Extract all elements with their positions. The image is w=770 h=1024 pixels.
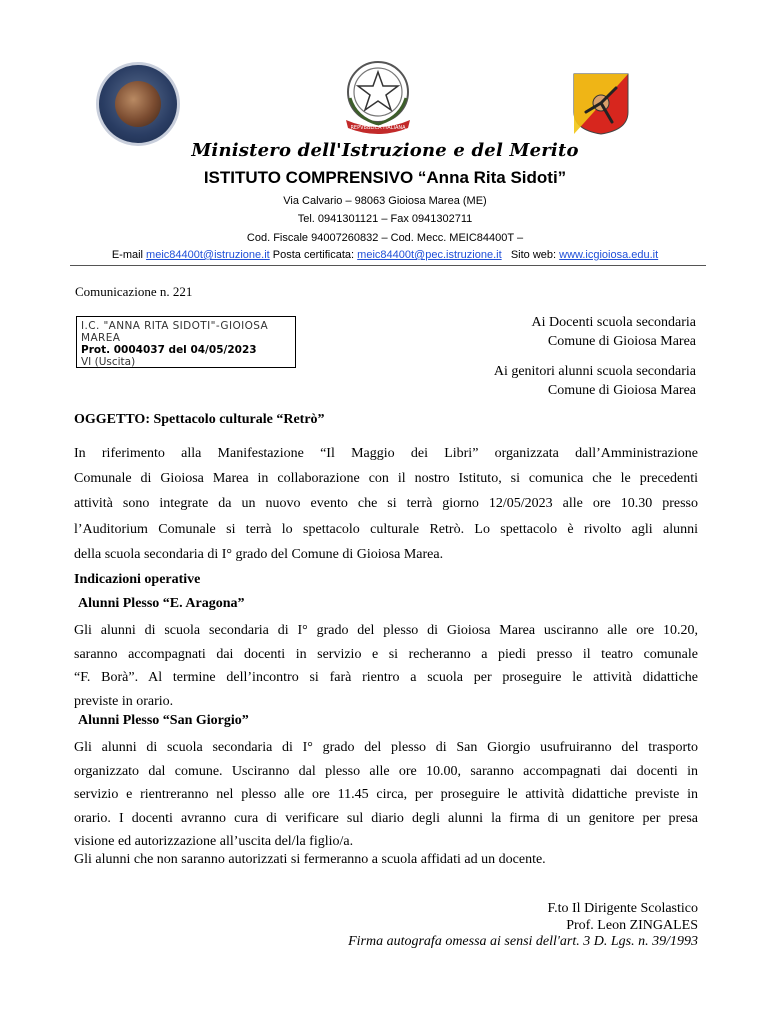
contact-line (0, 249, 770, 261)
stamp-protocol: Prot. 0004037 del 04/05/2023 (81, 344, 257, 356)
school-name: ISTITUTO COMPRENSIVO “Anna Rita Sidoti” (203, 168, 567, 187)
web-link[interactable]: www.icgioiosa.edu.it (559, 249, 659, 261)
recipient-line: Ai genitori alunni scuola secondaria (493, 364, 696, 379)
section-aragona-title: Alunni Plesso “E. Aragona” (78, 596, 245, 611)
recipient-line: Comune di Gioiosa Marea (547, 383, 696, 398)
closing-note: Gli alunni che non saranno autorizzati si fermeranno a scuola affidati ad un docente. (74, 852, 546, 867)
email-label: E-mail (111, 249, 143, 261)
paragraph-line: visione ed autorizzazione all’uscita del/la figlio/a. (74, 834, 354, 849)
recipient-line: Ai Docenti scuola secondaria (531, 315, 696, 330)
intro-paragraph (74, 441, 698, 567)
subject-line: OGGETTO: Spettacolo culturale “Retrò” (74, 412, 325, 427)
header-divider (70, 265, 706, 266)
recipient-line: Comune di Gioiosa Marea (547, 334, 696, 349)
emblem-ribbon-text: REPVBBLICA ITALIANA (350, 125, 406, 131)
paragraph-line: l’Auditorium Comunale si terrà lo spettacolo culturale Retrò. Lo spettacolo è rivolto agli alunni (74, 521, 698, 537)
web-label: Sito web: (510, 249, 557, 261)
paragraph-line: servizio e rientreranno nel plesso alle ore 11.45 circa, per proseguire le attività didattiche previste in (74, 787, 698, 802)
communication-number: Comunicazione n. 221 (75, 284, 193, 299)
stamp-category: VI (Uscita) (81, 356, 136, 368)
section-aragona-text (74, 619, 698, 713)
paragraph-line: organizzato dal comune. Usciranno dal plesso alle ore 10.00, saranno accompagnati dai docenti in (74, 763, 698, 779)
sicily-region-logo-icon (572, 72, 630, 136)
ministry-name: Ministero dell'Istruzione e del Merito (191, 140, 579, 161)
signature-title: F.to Il Dirigente Scolastico (547, 901, 698, 916)
paragraph-line: Gli alunni di scuola secondaria di I° grado del plesso di Gioiosa Marea usciranno alle ore 10.20, (74, 623, 698, 638)
section-san-giorgio-title: Alunni Plesso “San Giorgio” (78, 713, 249, 728)
pec-label: Posta certificata: (272, 249, 355, 261)
paragraph-line: orario. I docenti avranno cura di verificare sul diario degli alunni la firma di un genitore per presa (74, 810, 698, 826)
paragraph-line: Comunale di Gioiosa Marea in collaborazione con il nostro Istituto, si comunica che le precedenti (74, 471, 698, 487)
school-phone: Tel. 0941301121 – Fax 0941302711 (297, 213, 473, 225)
recipients-teachers (532, 313, 696, 351)
signature-name: Prof. Leon ZINGALES (566, 918, 698, 933)
paragraph-line: Gli alunni di scuola secondaria di I° grado del plesso di San Giorgio usufruiranno del trasporto (74, 740, 698, 755)
email-link[interactable]: meic84400t@istruzione.it (146, 249, 270, 261)
pec-link[interactable]: meic84400t@pec.istruzione.it (357, 249, 502, 261)
paragraph-line: previste in orario. (74, 693, 174, 709)
protocol-stamp (76, 316, 296, 368)
school-logo (96, 62, 180, 146)
paragraph-line: attività sono integrate da un nuovo evento che si terrà giorno 12/05/2023 alle ore 10.30 presso (74, 496, 698, 512)
paragraph-line: In riferimento alla Manifestazione “Il Maggio dei Libri” organizzata dall’Amministrazione (74, 446, 698, 461)
italian-republic-emblem-icon (336, 54, 420, 138)
school-address: Via Calvario – 98063 Gioiosa Marea (ME) (283, 195, 487, 207)
school-codes: Cod. Fiscale 94007260832 – Cod. Mecc. MEIC84400T – (246, 232, 524, 244)
paragraph-line: “F. Borà”. Al termine dell’incontro si farà rientro a scuola per proseguire le attività didattiche (74, 670, 698, 685)
section-san-giorgio-text (74, 736, 698, 854)
operational-title: Indicazioni operative (74, 572, 201, 587)
recipients-parents (494, 362, 696, 400)
signature-note: Firma autografa omessa ai sensi dell'art. 3 D. Lgs. n. 39/1993 (348, 934, 698, 949)
paragraph-line: saranno accompagnati dai docenti in servizio e si recheranno a piedi presso il teatro comunale (74, 646, 698, 662)
paragraph-line: della scuola secondaria di I° grado del Comune di Gioiosa Marea. (74, 546, 444, 562)
stamp-institute: I.C. "ANNA RITA SIDOTI"-GIOIOSA MAREA (81, 320, 269, 344)
